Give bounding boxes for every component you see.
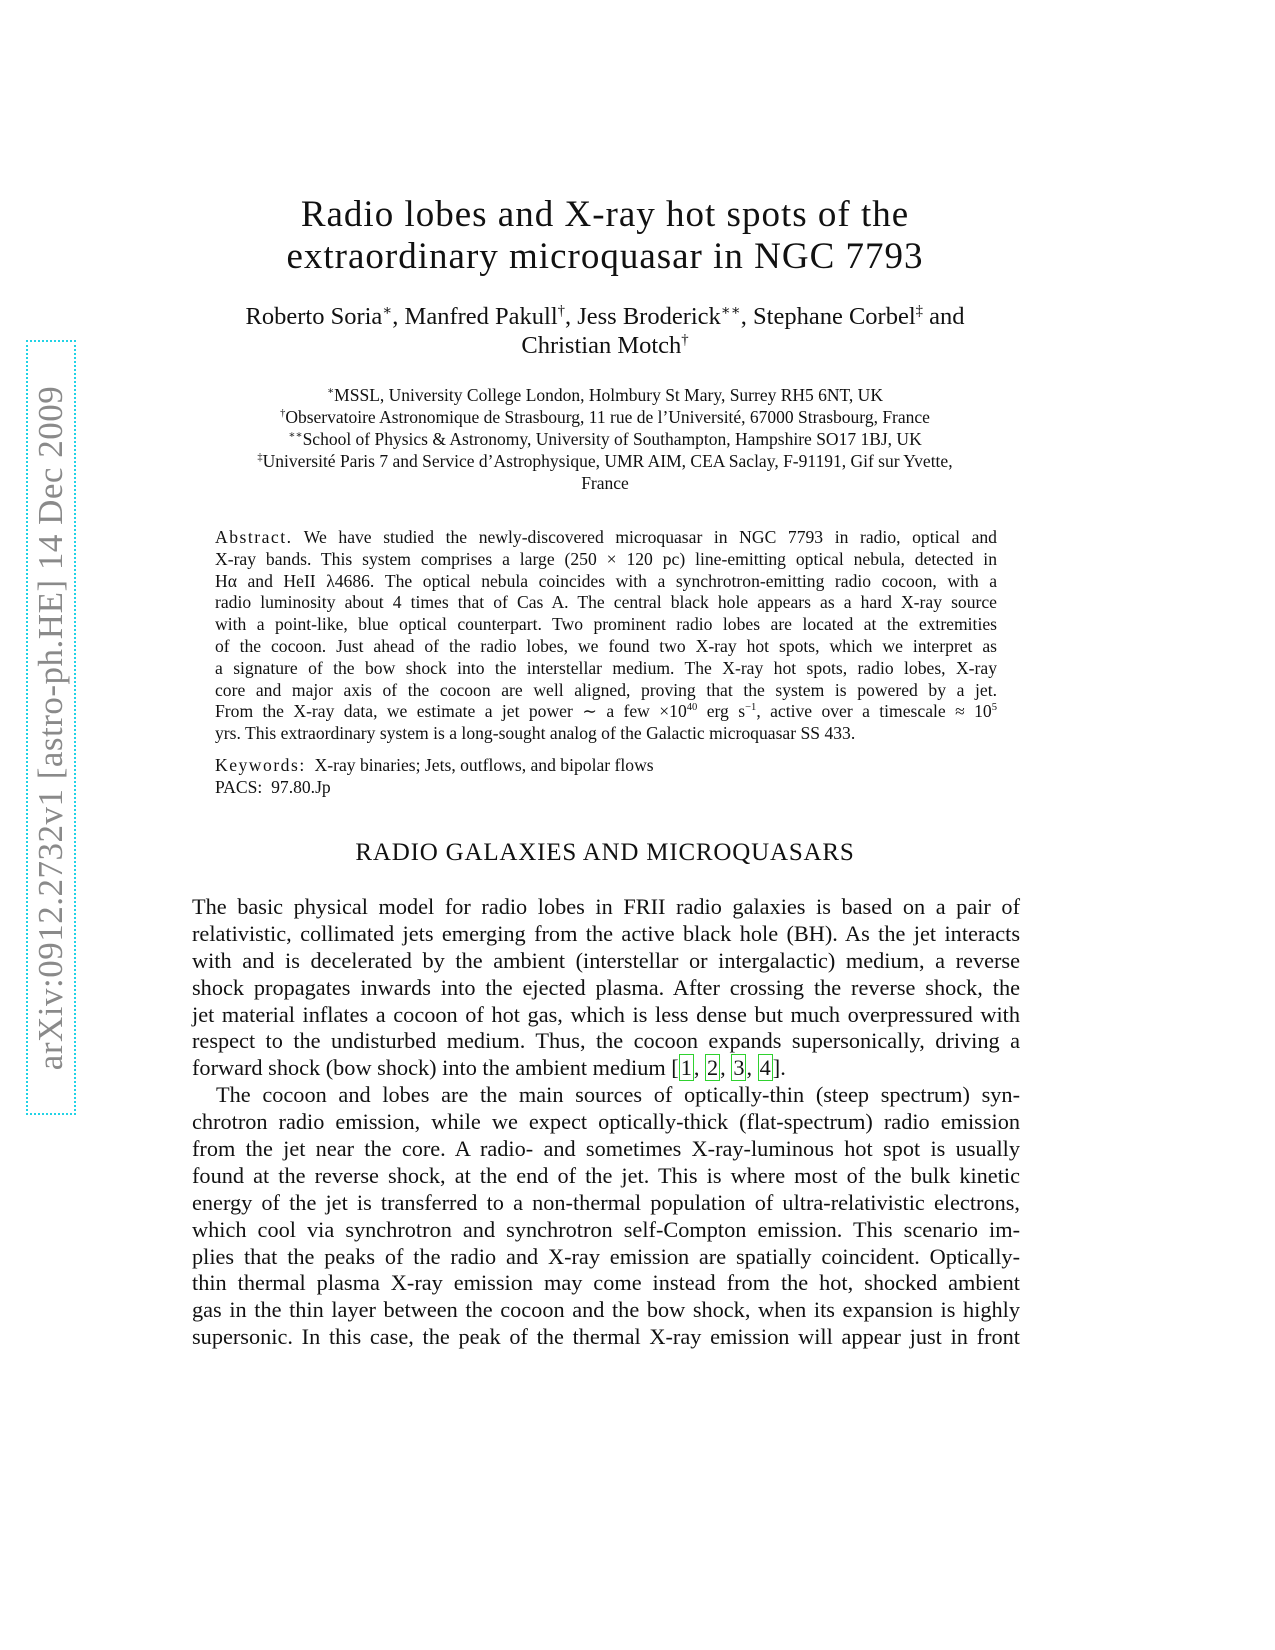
pacs-text: 97.80.Jp [271, 776, 331, 797]
abstract-line: a signature of the bow shock into the interstellar medium. The X-ray hot spots, radio lobes, X-ray [215, 657, 997, 678]
arxiv-identifier-stamp [26, 340, 76, 1115]
author: Stephane Corbel [753, 303, 916, 330]
body-line: energy of the jet is transferred to a non-thermal population of ultra-relativistic electrons, [192, 1189, 1020, 1215]
body-line: thin thermal plasma X-ray emission may come instead from the hot, shocked ambient [192, 1270, 1020, 1296]
body-text [192, 894, 1020, 1351]
body-line: jet material inflates a cocoon of hot gas, which is less dense but much overpressured with [192, 1001, 1020, 1027]
body-line: found at the reverse shock, at the end of the jet. This is where most of the bulk kinetic [192, 1162, 1020, 1188]
author-list: Roberto Soria∗, Manfred Pakull†, Jess Broderick∗∗, Stephane Corbel‡ and Christian Motch† [245, 302, 965, 359]
abstract-line [215, 527, 997, 549]
body-text-span: forward shock (bow shock) into the ambient medium [ [192, 1055, 679, 1081]
author-mark: ‡ [915, 302, 923, 319]
abstract-line: yrs. This extraordinary system is a long-sought analog of the Galactic microquasar SS 433. [215, 723, 856, 744]
body-line: with and is decelerated by the ambient (interstellar or intergalactic) medium, a reverse [192, 947, 1020, 973]
body-line: supersonic. In this case, the peak of the thermal X-ray emission will appear just in front [192, 1324, 1020, 1350]
affiliation [190, 384, 1020, 406]
exponent: −1 [745, 702, 757, 714]
abstract-line: of the cocoon. Just ahead of the radio lobes, we found two X-ray hot spots, which we interpret as [215, 635, 997, 656]
affiliation-text: Université Paris 7 and Service d’Astrophysique, UMR AIM, CEA Saclay, F-91191, Gif sur Yvette, [262, 451, 953, 471]
affiliation-text: France [581, 473, 629, 493]
abstract [215, 527, 997, 745]
affiliation-mark: † [280, 408, 286, 420]
citation-link[interactable]: 1 [680, 1055, 692, 1081]
affiliation-mark: ∗ [327, 386, 335, 398]
affiliation-mark: ‡ [257, 452, 263, 464]
keywords-label: Keywords: [215, 755, 306, 775]
abstract-text: From the X-ray data, we estimate a jet power ∼ a few ×10 [215, 701, 687, 722]
author: Manfred Pakull [404, 303, 558, 330]
abstract-line: radio luminosity about 4 times that of Cas A. The central black hole appears as a hard X-ray source [215, 592, 997, 613]
body-text-span: ]. [772, 1055, 786, 1081]
citation-link[interactable]: 4 [759, 1055, 771, 1081]
abstract-text: We have studied the newly-discovered microquasar in NGC 7793 in radio, optical and [303, 527, 997, 547]
body-line: plies that the peaks of the radio and X-ray emission are spatially coincident. Optically- [192, 1243, 1020, 1269]
arxiv-id: arXiv:0912.2732v1 [astro-ph.HE] 14 Dec 2009 [31, 385, 70, 1070]
body-line: forward shock (bow shock) into the ambient medium [1, 2, 3, 4]. [192, 1055, 786, 1081]
abstract-label: Abstract. [215, 527, 293, 547]
body-line: The cocoon and lobes are the main sources of optically-thin (steep spectrum) syn- [216, 1082, 1020, 1108]
author-mark: ∗∗ [720, 302, 741, 319]
abstract-line: Hα and HeII λ4686. The optical nebula coincides with a synchrotron-emitting radio cocoon, with a [215, 570, 997, 591]
body-line: respect to the undisturbed medium. Thus, the cocoon expands supersonically, driving a [192, 1028, 1020, 1054]
abstract-line [215, 701, 997, 723]
authors-and: and [929, 303, 965, 330]
abstract-text: erg s [697, 701, 746, 722]
keywords-block [215, 755, 654, 799]
body-line: chrotron radio emission, while we expect optically-thick (flat-spectrum) radio emission [192, 1109, 1020, 1135]
pacs-label: PACS: [215, 776, 263, 797]
author: Roberto Soria [245, 303, 383, 330]
body-line: The basic physical model for radio lobes in FRII radio galaxies is based on a pair of [192, 894, 1020, 919]
affiliation-text: School of Physics & Astronomy, University of Southampton, Hampshire SO17 1BJ, UK [302, 429, 922, 449]
citation-link[interactable]: 3 [733, 1055, 745, 1081]
author-mark: ∗ [382, 302, 393, 319]
body-line: from the jet near the core. A radio- and sometimes X-ray-luminous hot spot is usually [192, 1136, 1020, 1162]
title-line-2: extraordinary microquasar in NGC 7793 [286, 236, 924, 277]
body-line: shock propagates inwards into the ejected plasma. After crossing the reverse shock, the [192, 974, 1020, 1000]
affiliation-mark: ∗∗ [288, 430, 303, 442]
affiliation-text: Observatoire Astronomique de Strasbourg, 11 rue de l’Université, 67000 Strasbourg, France [285, 407, 930, 427]
affiliation [190, 472, 1020, 494]
body-line: gas in the thin layer between the cocoon and the bow shock, when its expansion is highly [192, 1297, 1020, 1323]
paper-title [190, 194, 1020, 278]
body-line: relativistic, collimated jets emerging from the active black hole (BH). As the jet interacts [192, 920, 1020, 946]
citation-link[interactable]: 2 [707, 1055, 719, 1081]
affiliation [190, 428, 1020, 450]
abstract-line: core and major axis of the cocoon are well aligned, proving that the system is powered by a jet. [215, 679, 997, 700]
section-heading: RADIO GALAXIES AND MICROQUASARS [355, 839, 855, 866]
author: Jess Broderick [577, 303, 721, 330]
author-mark: † [681, 331, 689, 348]
body-line: which cool via synchrotron and synchrotron self-Compton emission. This scenario im- [192, 1216, 1020, 1242]
affiliation [190, 406, 1020, 428]
author: Christian Motch [521, 332, 682, 359]
exponent: 40 [686, 702, 698, 714]
title-line-1: Radio lobes and X-ray hot spots of the [300, 194, 910, 235]
affiliation-text: MSSL, University College London, Holmbury St Mary, Surrey RH5 6NT, UK [334, 385, 883, 405]
exponent: 5 [991, 702, 997, 714]
affiliations [190, 384, 1020, 494]
abstract-line: X-ray bands. This system comprises a large (250 × 120 pc) line-emitting optical nebula, detected in [215, 548, 997, 569]
author-mark: † [557, 302, 565, 319]
affiliation [190, 450, 1020, 472]
keywords-text: X-ray binaries; Jets, outflows, and bipolar flows [314, 755, 654, 775]
abstract-line: with a point-like, blue optical counterpart. Two prominent radio lobes are located at the extremities [215, 614, 997, 635]
abstract-text: , active over a timescale ≈ 10 [756, 701, 992, 722]
